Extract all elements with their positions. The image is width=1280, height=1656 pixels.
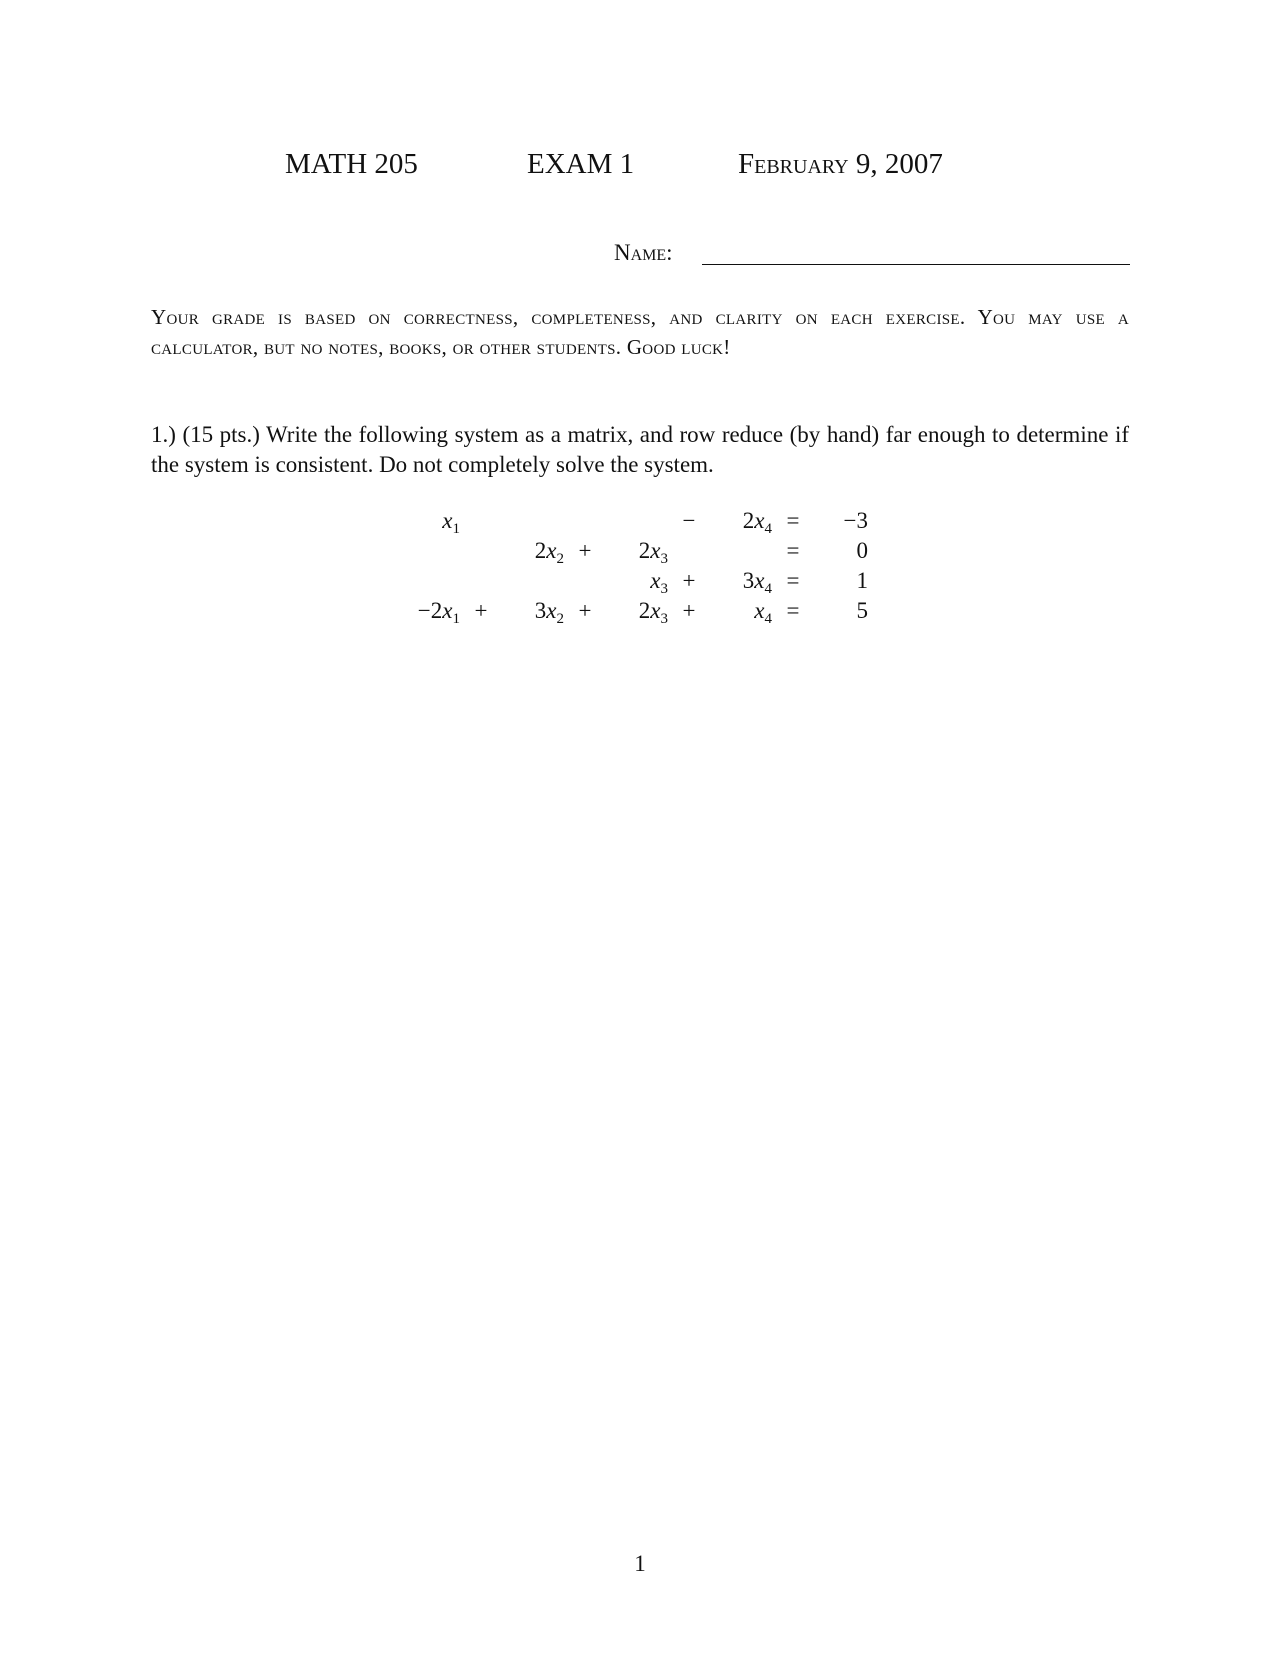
equation-operator: + xyxy=(474,598,488,623)
equation-term: $3x_4$ xyxy=(742,568,772,597)
equation-operator: − xyxy=(682,508,696,533)
page-number: 1 xyxy=(634,1551,646,1576)
equation-operator: + xyxy=(682,568,696,593)
equation-term xyxy=(502,506,564,536)
equation-operator xyxy=(564,506,606,536)
equation-operator xyxy=(460,506,502,536)
equation-rhs: 0 xyxy=(856,538,868,563)
equation-operator xyxy=(668,536,710,566)
problem-1-text: 1.) (15 pts.) Write the following system as a matrix, and row reduce (by hand) far enough to determine if the system is consistent. Do not completely solve the system. xyxy=(151,422,1129,477)
equation-operator: + xyxy=(682,598,696,623)
equation-term: $x_3$ xyxy=(650,568,668,597)
equation-operator: + xyxy=(578,538,592,563)
equation-term xyxy=(606,506,668,536)
equation-operator: = xyxy=(786,598,800,623)
name-label: Name: xyxy=(614,240,673,265)
equation-operator xyxy=(460,536,502,566)
equation-term: $2x_3$ xyxy=(638,598,668,627)
equation-rhs: 5 xyxy=(856,598,868,623)
equation-row xyxy=(398,536,868,566)
equation-term xyxy=(710,536,772,566)
linear-system xyxy=(398,506,868,626)
equation-term xyxy=(398,566,460,596)
name-field xyxy=(614,240,1134,270)
equation-row xyxy=(398,596,868,626)
equation-operator: = xyxy=(786,538,800,563)
equation-term: $x_1$ xyxy=(442,508,460,537)
equation-operator: + xyxy=(578,598,592,623)
exam-instructions: Your grade is based on correctness, completeness, and clarity on each exercise. You may use a calculator, but no notes, books, or other students. Good luck! xyxy=(151,305,1129,359)
exam-date: February 9, 2007 xyxy=(738,148,943,180)
exam-header xyxy=(0,148,1280,188)
equation-term xyxy=(502,566,564,596)
equation-term: $2x_2$ xyxy=(534,538,564,567)
equation-row xyxy=(398,506,868,536)
equation-operator xyxy=(564,566,606,596)
equation-operator: = xyxy=(786,568,800,593)
equation-term: $-2x_1$ xyxy=(417,598,460,627)
equation-operator: = xyxy=(786,508,800,533)
equation-operator xyxy=(460,566,502,596)
equation-rhs: 1 xyxy=(856,568,868,593)
equation-term: $3x_2$ xyxy=(534,598,564,627)
equation-row xyxy=(398,566,868,596)
equation-term xyxy=(398,536,460,566)
exam-title: EXAM 1 xyxy=(527,148,635,180)
equation-table xyxy=(398,506,868,626)
equation-term: $x_4$ xyxy=(754,598,772,627)
name-blank-line[interactable] xyxy=(702,264,1130,265)
equation-term: $2x_4$ xyxy=(742,508,772,537)
equation-term: $2x_3$ xyxy=(638,538,668,567)
course-title: MATH 205 xyxy=(285,148,418,180)
equation-rhs: −3 xyxy=(843,508,868,533)
